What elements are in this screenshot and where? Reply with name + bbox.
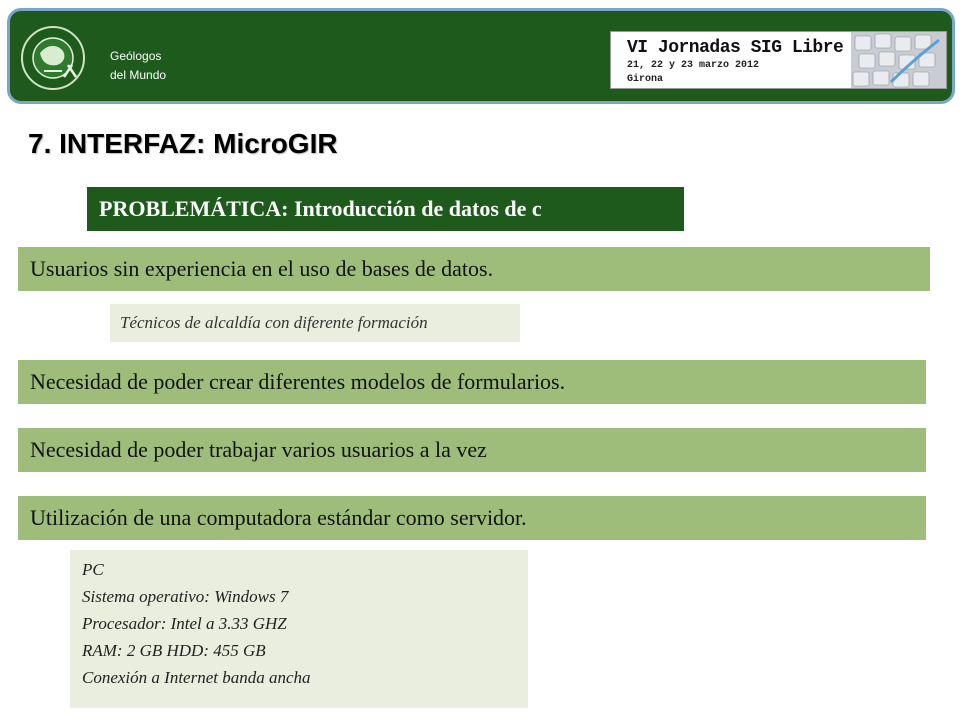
org-name-line2: del Mundo bbox=[110, 68, 167, 82]
globe-logo-icon bbox=[20, 25, 86, 91]
event-banner bbox=[610, 31, 947, 89]
bullet-4: Utilización de una computadora estándar como servidor. bbox=[18, 496, 926, 540]
bullet-2: Necesidad de poder crear diferentes modelos de formularios. bbox=[18, 360, 926, 404]
spec-line-4: RAM: 2 GB HDD: 455 GB bbox=[82, 641, 266, 660]
event-city: Girona bbox=[627, 74, 664, 85]
keyboard-image bbox=[851, 32, 946, 88]
event-dates: 21, 22 y 23 marzo 2012 bbox=[627, 60, 760, 71]
problem-heading-box bbox=[87, 187, 684, 231]
spec-line-1: PC bbox=[82, 560, 104, 579]
bullet-1: Usuarios sin experiencia en el uso de bases de datos. bbox=[18, 247, 930, 291]
event-title: VI Jornadas SIG Libre bbox=[627, 38, 844, 58]
org-name bbox=[110, 47, 166, 85]
bullet-3: Necesidad de poder trabajar varios usuarios a la vez bbox=[18, 428, 926, 472]
spec-box bbox=[70, 550, 528, 708]
spec-line-2: Sistema operativo: Windows 7 bbox=[82, 587, 289, 606]
org-name-line1: Geólogos bbox=[110, 49, 162, 63]
spec-line-5: Conexión a Internet banda ancha bbox=[82, 668, 311, 687]
note-box: Técnicos de alcaldía con diferente formación bbox=[110, 304, 520, 342]
spec-line-3: Procesador: Intel a 3.33 GHZ bbox=[82, 614, 287, 633]
problem-heading: PROBLEMÁTICA: Introducción de datos de c bbox=[99, 196, 542, 221]
page-title: 7. INTERFAZ: MicroGIR bbox=[28, 128, 338, 159]
header-banner bbox=[7, 8, 955, 104]
